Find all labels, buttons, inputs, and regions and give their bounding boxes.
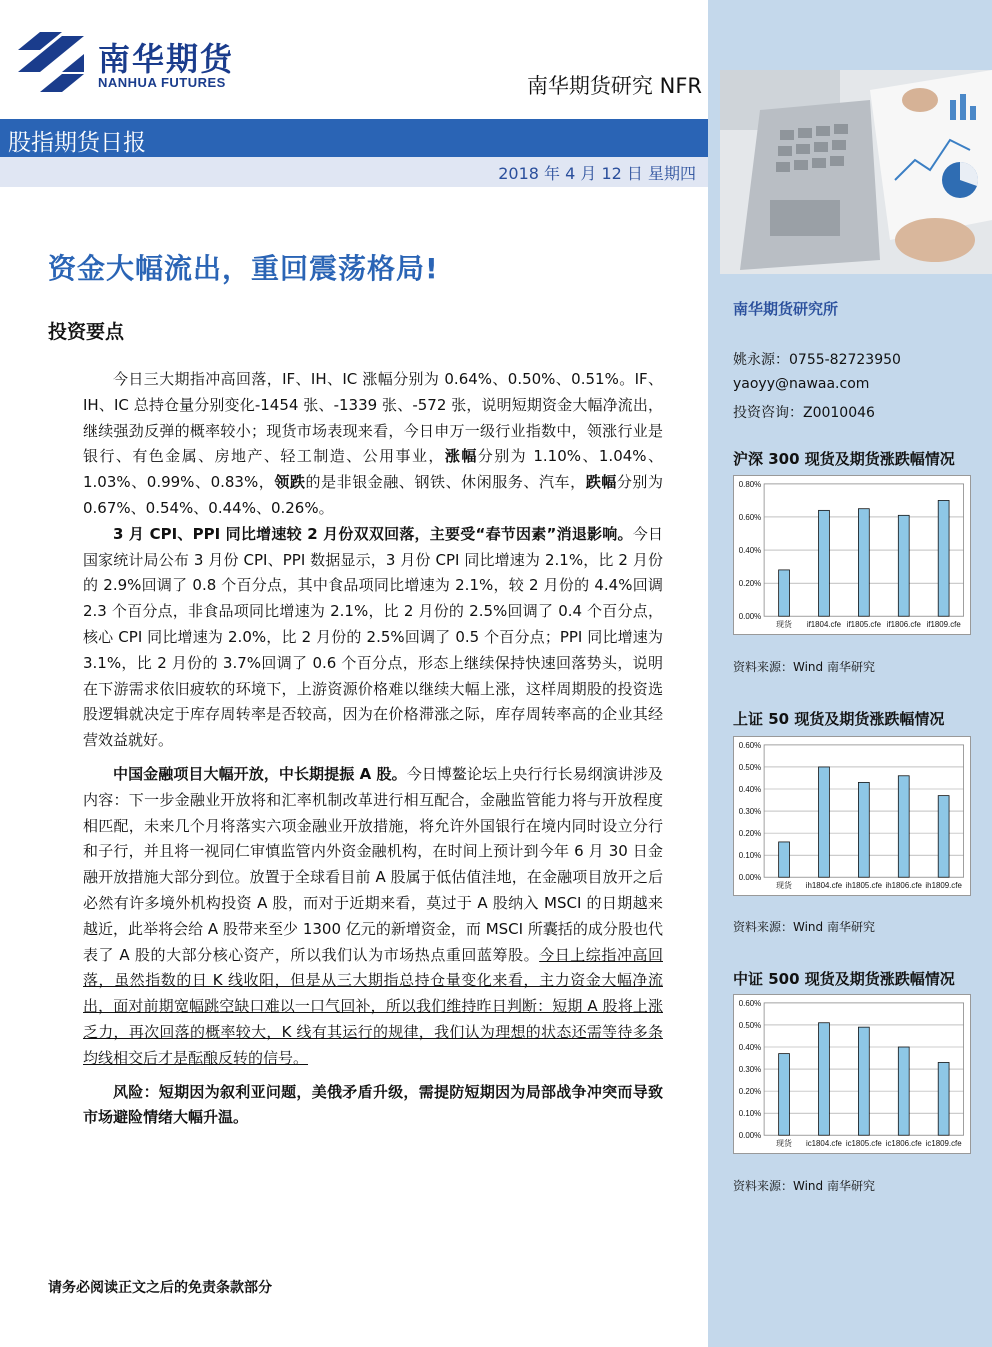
bar: [819, 510, 830, 616]
x-tick-label: if1804.cfe: [806, 620, 842, 630]
bar: [938, 500, 949, 616]
nanhua-logo-icon: [18, 32, 84, 92]
analyst-phone: 姚永源：0755-82723950: [733, 352, 901, 368]
p1-text-g: 分别为 0.67%、0.54%、0.44%、0.26%。: [83, 473, 663, 517]
bar: [858, 509, 869, 617]
y-tick-label: 0.00%: [738, 612, 762, 622]
y-tick-label: 0.10%: [738, 1109, 762, 1119]
chart-1-source: 资料来源：Wind 南华研究: [733, 660, 875, 674]
x-tick-label: 现货: [776, 620, 792, 630]
license-number: 投资咨询：Z0010046: [733, 405, 875, 421]
bar: [779, 1054, 790, 1136]
research-label: 南华期货研究 NFR: [526, 74, 702, 98]
p1-bold-rise: 涨幅: [444, 447, 478, 466]
disclaimer-note: 请务必阅读正文之后的免责条款部分: [48, 1280, 272, 1296]
bar: [819, 1023, 830, 1135]
p2-text: 今日国家统计局公布 3 月份 CPI、PPI 数据显示，3 月份 CPI 同比增速为 2.1%，比 2 月份的 2.9%回调了 0.8 个百分点，其中食品项同比增速为 2.1%，较 2 月份的 4.4%回调 2.3 个百分点，非食品项同比增速为 2.1%，比 2 月份的 2.5%回调了 0.4 个百分点，核心 CPI 同比增速为 2.0%，比 2 月份的 2.5%回调了 0.5 个百分点；PPI 同比增速为 3.1%，比 2 月份的 3.7%回调了 0.6 个百分点，形态上继续保持快速回落势头，说明在下游需求依旧疲软的环境下，上游资源价格难以继续大幅上涨，这样周期股的投资选股逻辑就决定于库存周转率是否较高，因为在价格滞涨之际，库存周转率高的企业其经营效益就好。: [83, 524, 663, 750]
bar: [898, 1047, 909, 1135]
y-tick-label: 0.30%: [738, 807, 762, 817]
y-tick-label: 0.80%: [738, 479, 762, 489]
chart-2-source: 资料来源：Wind 南华研究: [733, 920, 875, 934]
p1-bold-lead-fall: 领跌: [274, 473, 306, 492]
y-tick-label: 0.60%: [738, 998, 762, 1008]
y-tick-label: 0.00%: [738, 873, 762, 883]
y-tick-label: 0.60%: [738, 512, 762, 522]
paragraph-cpi-ppi: [83, 522, 663, 754]
chart-3-zz500: [733, 994, 971, 1154]
p2-bold: 3 月 CPI、PPI 同比增速较 2 月份双双回落，主要受“春节因素”消退影响。: [113, 524, 633, 543]
bar: [938, 1062, 949, 1135]
chart-2-sz50: [733, 736, 971, 896]
bar: [898, 776, 909, 877]
paragraph-financial-opening: [83, 762, 663, 1072]
y-tick-label: 0.20%: [738, 1087, 762, 1097]
p1-bold-fall: 跌幅: [585, 473, 617, 492]
bar: [779, 570, 790, 616]
y-tick-label: 0.30%: [738, 1065, 762, 1075]
report-type: 股指期货日报: [8, 130, 146, 156]
bar: [819, 767, 830, 877]
x-tick-label: if1805.cfe: [846, 620, 881, 630]
logo-en-text: NANHUA FUTURES: [98, 75, 226, 90]
y-tick-label: 0.50%: [738, 1020, 762, 1030]
x-tick-label: if1809.cfe: [926, 620, 961, 630]
x-tick-label: 现货: [776, 1139, 792, 1149]
analyst-email: yaoyy@nawaa.com: [733, 376, 870, 392]
y-tick-label: 0.20%: [738, 579, 762, 589]
x-tick-label: if1806.cfe: [886, 620, 921, 630]
x-tick-label: ic1809.cfe: [925, 1139, 962, 1149]
paragraph-market-summary: [83, 367, 663, 522]
x-tick-label: ih1809.cfe: [925, 881, 962, 891]
headline: 资金大幅流出，重回震荡格局!: [48, 252, 439, 285]
bar: [858, 782, 869, 877]
article-body: [83, 367, 663, 1131]
x-tick-label: ih1805.cfe: [845, 881, 883, 891]
chart-2-title: 上证 50 现货及期货涨跌幅情况: [733, 710, 945, 728]
x-tick-label: ih1804.cfe: [805, 881, 843, 891]
section-title: 投资要点: [48, 321, 125, 343]
bar: [938, 796, 949, 878]
p3-text: 今日博鳌论坛上央行行长易纲演讲涉及内容：下一步金融业开放将和汇率机制改革进行相互配合，金融监管能力将与开放程度相匹配，未来几个月将落实六项金融业开放措施，将允许外国银行在境内同时设立分行和子行，并且将一视同仁审慎监管内外资金融机构，在时间上预计到今年 6 月 30 日金融开放措施大部分到位。放置于全球看目前 A 股属于低估值洼地，在金融项目放开之后必然有许多境外机构投资 A 股，而对于近期来看，莫过于 A 股纳入 MSCI 的日期越来越近，此举将会给 A 股带来至少 1300 亿元的新增资金，而 MSCI 所囊括的成分股也代表了 A 股的大部分核心资产，所以我们认为市场热点重回蓝筹股。: [83, 764, 663, 964]
y-tick-label: 0.20%: [738, 829, 762, 839]
cover-photo: [720, 70, 992, 274]
chart-1-title: 沪深 300 现货及期货涨跌幅情况: [733, 450, 955, 468]
bar: [898, 515, 909, 616]
chart-3-source: 资料来源：Wind 南华研究: [733, 1179, 875, 1193]
logo-cn-text: 南华期货: [98, 40, 235, 78]
p1-text-c: 分别为 1.10%、1.04%、1.03%、0.99%、0.83%，: [83, 447, 663, 492]
y-tick-label: 0.40%: [738, 1042, 762, 1052]
y-tick-label: 0.60%: [738, 740, 762, 750]
y-tick-label: 0.40%: [738, 546, 762, 556]
y-tick-label: 0.40%: [738, 784, 762, 794]
report-date: 2018 年 4 月 12 日 星期四: [498, 164, 696, 183]
paragraph-risk: [83, 1080, 663, 1132]
x-tick-label: ic1806.cfe: [885, 1139, 922, 1149]
chart-1-hs300: [733, 475, 971, 635]
p1-text-e: 的是非银金融、钢铁、休闲服务、汽车，: [305, 473, 586, 492]
x-tick-label: ih1806.cfe: [885, 881, 922, 891]
chart-3-title: 中证 500 现货及期货涨跌幅情况: [733, 970, 955, 988]
bar: [858, 1027, 869, 1135]
bar: [779, 842, 790, 877]
x-tick-label: 现货: [776, 881, 792, 891]
institute-name: 南华期货研究所: [733, 300, 839, 318]
p3-bold: 中国金融项目大幅开放，中长期提振 A 股。: [113, 764, 407, 783]
y-tick-label: 0.10%: [738, 851, 762, 861]
p4-bold-risk: 风险：短期因为叙利亚问题，美俄矛盾升级，需提防短期因为局部战争冲突而导致市场避险情绪大幅升温。: [83, 1082, 663, 1127]
p1-text-a: 今日三大期指冲高回落，IF、IH、IC 涨幅分别为 0.64%、0.50%、0.51%。IF、IH、IC 总持仓量分别变化-1454 张、-1339 张、-572 张，说明短期资金大幅净流出，继续强劲反弹的概率较小；现货市场表现来看，今日申万一级行业指数中，领涨行业是银行、有色金属、房地产、轻工制造、公用事业，: [83, 370, 663, 466]
x-tick-label: ic1805.cfe: [845, 1139, 882, 1149]
p3-underline: 今日上综指冲高回落，虽然指数的日 K 线收阳，但是从三大期指总持仓量变化来看，主力资金大幅净流出，面对前期宽幅跳空缺口难以一口气回补，所以我们维持昨日判断：短期 A 股将上涨乏力，再次回落的概率较大，K 线有其运行的规律，我们认为理想的状态还需等待多条均线相交后才是酝酿反转的信号。: [83, 945, 663, 1067]
y-tick-label: 0.00%: [738, 1131, 762, 1141]
y-tick-label: 0.50%: [738, 762, 762, 772]
x-tick-label: ic1804.cfe: [805, 1139, 842, 1149]
